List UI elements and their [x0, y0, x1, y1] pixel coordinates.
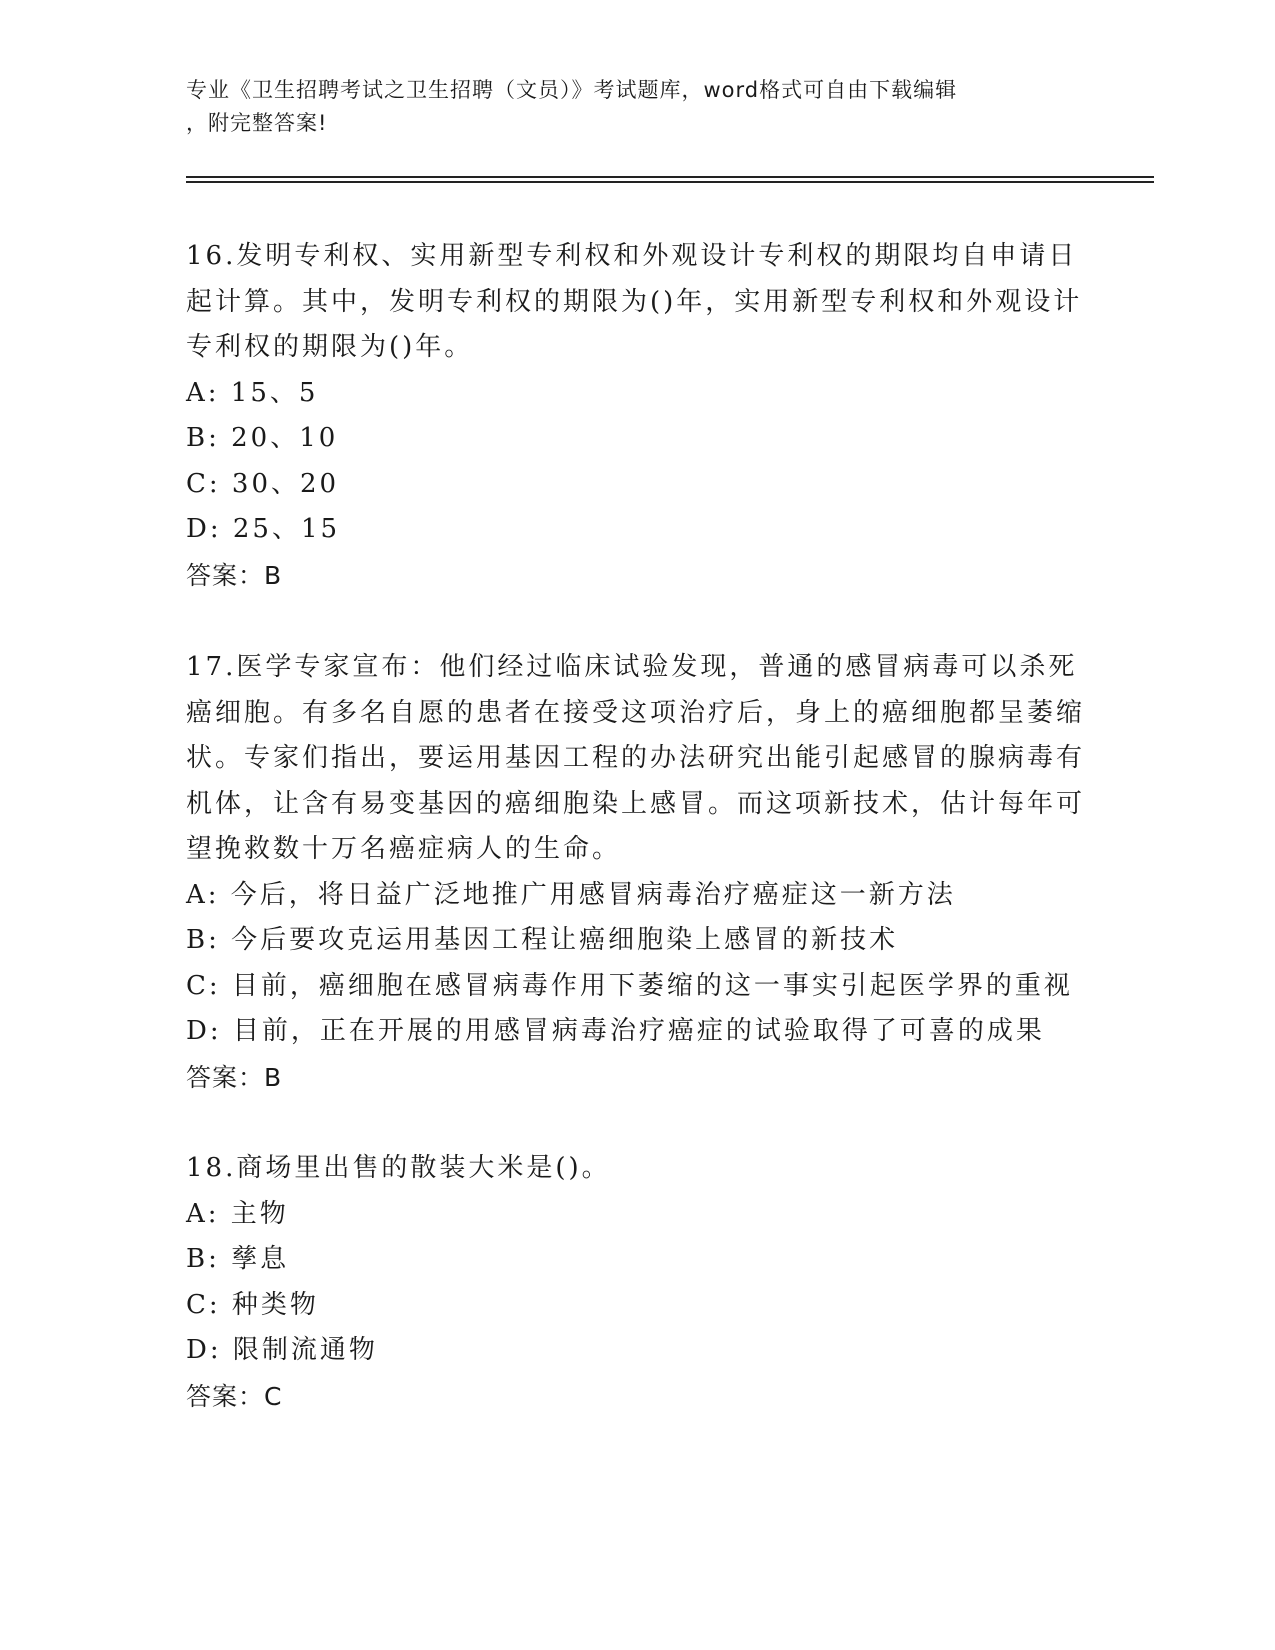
option-a: A: 今后，将日益广泛地推广用感冒病毒治疗癌症这一新方法 [186, 879, 956, 910]
option-c: C: 30、20 [186, 468, 340, 499]
option-b: B: 20、10 [186, 423, 339, 453]
question-16 [186, 234, 1086, 598]
question-17 [186, 645, 1086, 1100]
answer: 答案：B [186, 1062, 283, 1092]
option-d: D: 目前，正在开展的用感冒病毒治疗癌症的试验取得了可喜的成果 [186, 1016, 1045, 1046]
answer: 答案：B [186, 560, 283, 590]
header-line-2: ，附完整答案! [186, 111, 328, 135]
answer: 答案：C [186, 1381, 283, 1411]
option-d: D: 25、15 [186, 514, 341, 544]
header-divider-bottom [186, 181, 1154, 183]
document-header [186, 74, 1086, 140]
question-text: 18.商场里出售的散装大米是()。 [186, 1153, 611, 1183]
option-b: B: 孳息 [186, 1244, 290, 1274]
option-b: B: 今后要攻克运用基因工程让癌细胞染上感冒的新技术 [186, 925, 899, 955]
option-c: C: 种类物 [186, 1289, 319, 1320]
option-a: A: 15、5 [186, 377, 319, 408]
header-divider-top [186, 176, 1154, 178]
header-line-1: 专业《卫生招聘考试之卫生招聘（文员）》考试题库，word格式可自由下载编辑 [186, 78, 958, 102]
question-text: 17.医学专家宣布：他们经过临床试验发现，普通的感冒病毒可以杀死癌细胞。有多名自愿的患者在接受这项治疗后，身上的癌细胞都呈萎缩状。专家们指出，要运用基因工程的办法研究出能引起感冒的腺病毒有机体，让含有易变基因的癌细胞染上感冒。而这项新技术，估计每年可望挽救数十万名癌症病人的生命。 [186, 652, 1086, 864]
option-c: C: 目前，癌细胞在感冒病毒作用下萎缩的这一事实引起医学界的重视 [186, 970, 1073, 1001]
option-d: D: 限制流通物 [186, 1335, 378, 1365]
question-text: 16.发明专利权、实用新型专利权和外观设计专利权的期限均自申请日起计算。其中，发明专利权的期限为()年，实用新型专利权和外观设计专利权的期限为()年。 [186, 241, 1083, 362]
question-18 [186, 1146, 1086, 1419]
option-a: A: 主物 [186, 1198, 289, 1229]
